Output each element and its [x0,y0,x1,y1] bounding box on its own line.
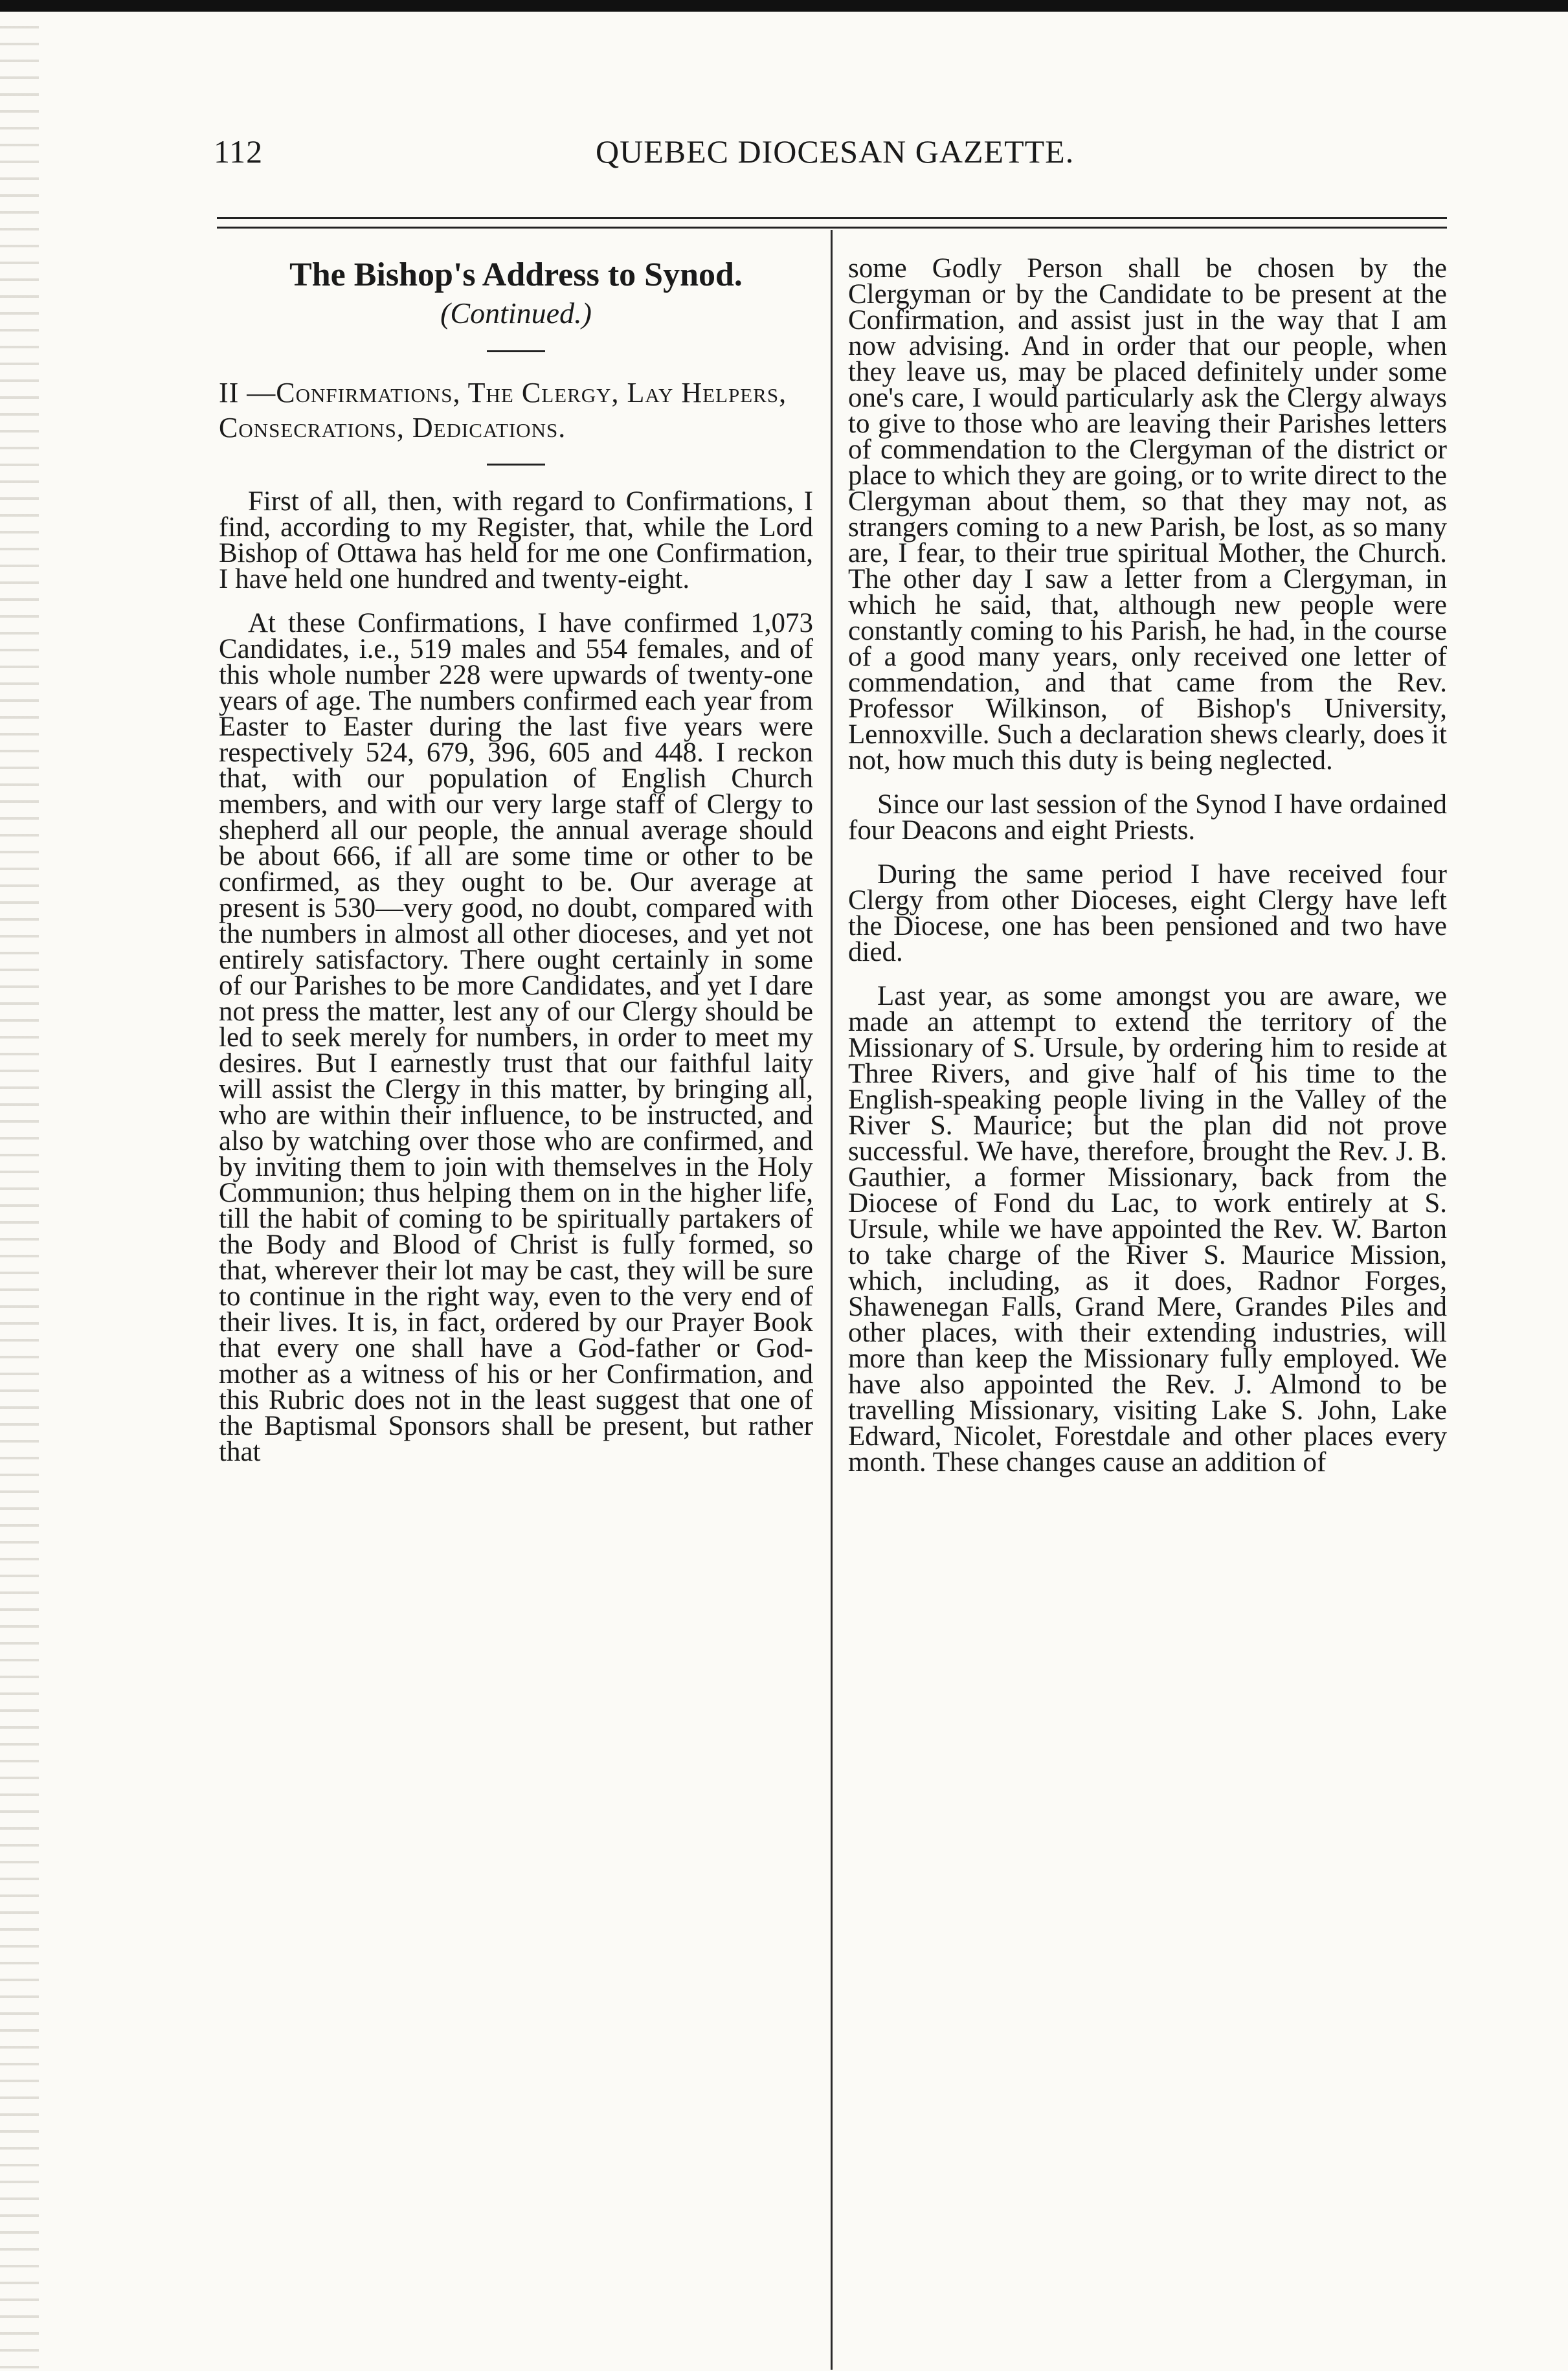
section-separator [487,464,545,466]
paragraph: some Godly Person shall be chosen by the Clergyman or by the Candidate to be present at the Confirmation, and assist just in the way that I am now advising. And in order that our people, when they leave us, may be placed definitely under some one's care, I would particularly ask the Clergy always to give to those who are leaving their Parishes letters of commendation to the Clergyman of the district or place to which they are going, or to write direct to the Clergyman about them, so that they may not, as strangers coming to a new Parish, be lost, as so many are, I fear, to their true spiritual Mother, the Church. The other day I saw a letter from a Clergyman, in which he said, that, although new people were constantly coming to his Parish, he had, in the course of a good many years, only received one letter of commendation, and that came from the Rev. Professor Wilkinson, of Bishop's University, Lennoxville. Such a declaration shews clearly, does it not, how much this duty is being neglected. [848,253,1447,776]
article-title: The Bishop's Address to Synod. [289,256,743,293]
top-border-rule [0,0,1568,12]
title-separator [487,350,545,352]
header-double-rule [217,217,1447,229]
paragraph: Last year, as some amongst you are aware, we made an attempt to extend the territory of the Missionary of S. Ursule, by ordering him to reside at Three Rivers, and give half of his time to the English-speaking people living in the Valley of the River S. Maurice; but the plan did not prove successful. We have, therefore, brought the Rev. J. B. Gauthier, a former Missionary, back from the Diocese of Fond du Lac, to work entirely at S. Ursule, while we have appointed the Rev. W. Barton to take charge of the River S. Maurice Mission, which, including, as it does, Radnor Forges, Shawenegan Falls, Grand Mere, Grandes Piles and other places, with their extending industries, will more than keep the Missionary fully employed. We have also appointed the Rev. J. Almond to be travelling Missionary, visiting Lake S. John, Lake Edward, Nicolet, Forestdale and other places every month. These changes cause an addition of [848,981,1447,1478]
paragraph: During the same period I have received four Clergy from other Dioceses, eight Clergy have left the Diocese, one has been pensioned and two have died. [848,859,1447,967]
column-divider [831,230,833,2370]
page-number: 112 [214,133,263,170]
paragraph: First of all, then, with regard to Confirmations, I find, according to my Register, that, while the Lord Bishop of Ottawa has held for me one Confirmation, I have held one hundred and twenty-eight. [219,486,813,594]
right-column [848,253,1447,1494]
paragraph: Since our last session of the Synod I have ordained four Deacons and eight Priests. [848,789,1447,846]
paragraph: At these Confirmations, I have confirmed 1,073 Candidates, i.e., 519 males and 554 females, and of this whole number 228 were upwards of twenty-one years of age. The numbers confirmed each year from Easter to Easter during the last five years were respectively 524, 679, 396, 605 and 448. I reckon that, with our population of English Church members, and with our very large staff of Clergy to shepherd all our people, the annual average should be about 666, if all are some time or other to be confirmed, as they ought to be. Our average at present is 530—very good, no doubt, compared with the numbers in almost all other dioceses, and yet not entirely satisfactory. There ought certainly in some of our Parishes to be more Candidates, and yet I dare not press the matter, lest any of our Clergy should be led to seek merely for numbers, in order to meet my desires. But I earnestly trust that our faithful laity will assist the Clergy in this matter, by bringing all, who are within their influence, to be instructed, and also by watching over those who are confirmed, and by inviting them to join with themselves in the Holy Communion; thus helping them on in the higher life, till the habit of coming to be spiritually partakers of the Body and Blood of Christ is fully formed, so that, wherever their lot may be cast, they will be sure to continue in the right way, even to the very end of their lives. It is, in fact, ordered by our Prayer Book that every one shall have a God-father or God-mother as a witness of his or her Confirmation, and this Rubric does not in the least suggest that one of the Baptismal Sponsors shall be present, but rather that [219,608,813,1467]
publication-title: QUEBEC DIOCESAN GAZETTE. [596,133,1075,170]
continued-label: (Continued.) [440,297,592,330]
section-heading: II —Confirmations, The Clergy, Lay Helpers, Consecrations, Dedications. [219,377,787,444]
left-column [219,256,813,1483]
page-header [214,133,1450,178]
page-left-edge [0,12,39,2371]
